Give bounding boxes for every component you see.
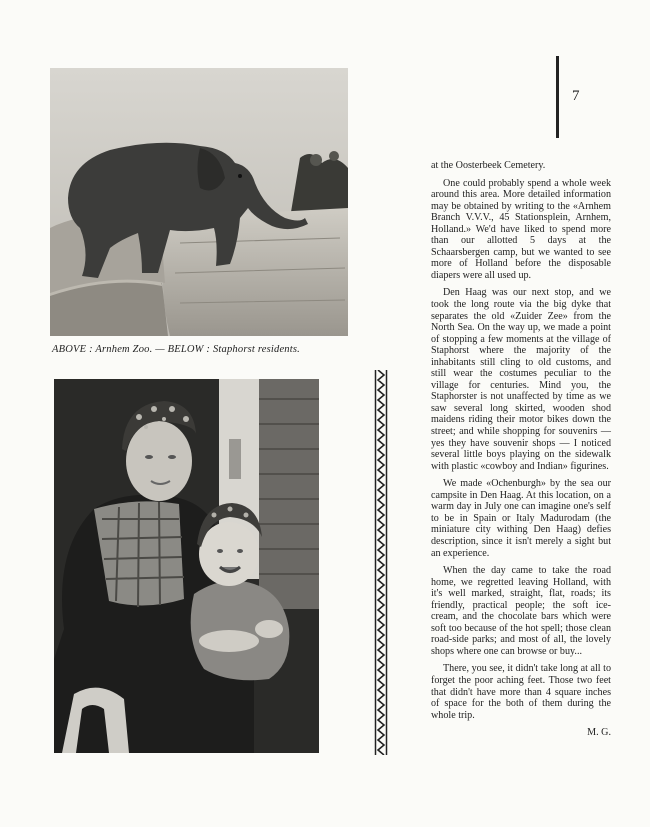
article-paragraph: One could probably spend a whole week around this area. More detailed information may be obtained by writing to the «Arnhem Branch V.V.V., 45 Stationsplein, Arnhem, Holland.» We'd have liked to spend more than our allotted 5 days at the Schaarsbergen camp, but we wanted to see more of Holland before the disposable diapers were all used up. [431, 177, 611, 281]
article-paragraph: We made «Ochenburgh» by the sea our campsite in Den Haag. At this location, on a warm day in July one can imagine one's self to be in Spain or Italy Madurodam (the miniature city withing Den Haag) defies description, since it isn't merely a sight but an experience. [431, 478, 611, 559]
article-paragraph: Den Haag was our next stop, and we took the long route via the big dyke that separates the old «Zuider Zee» from the North Sea. On the way up, we made a point of stopping a few moments at the village of Staphorst where the majority of the inhabitants still cling to old customs, and still wear the costumes peculiar to the village for centuries. Mind you, the Staphorster is not unaffected by time as we saw several long skirted, wooden shod maidens riding their motor bikes down the street; and while shopping for souvenirs — yes they have souvenir shops — I noticed several little boys playing on the sidewalk with plastic «cowboy and Indian» figurines. [431, 287, 611, 472]
article-paragraph: at the Oosterbeek Cemetery. [431, 160, 546, 171]
author-signature: M. G. [587, 727, 611, 739]
header-vertical-rule [556, 56, 559, 138]
article-column [431, 160, 611, 745]
photo-caption: ABOVE : Arnhem Zoo. — BELOW : Staphorst residents. [52, 344, 300, 355]
staphorst-residents-photo [54, 379, 319, 753]
article-paragraph: When the day came to take the road home, we regretted leaving Holland, with it's well marked, straight, flat, roads; its friendly, practical people; the soft ice-cream, and the chocolate bars which were soft too because of the hot spell; those clean road-side parks; and most of all, the lovely shops where one can browse or buy... [431, 565, 611, 657]
article-paragraph: There, you see, it didn't take long at all to forget the poor aching feet. Those two feet that didn't have more than 4 square inches of space for the both of them during the whole trip. [431, 663, 611, 721]
elephant-photo [50, 68, 348, 336]
decorative-column-divider [374, 370, 388, 755]
page-number: 7 [572, 88, 580, 104]
